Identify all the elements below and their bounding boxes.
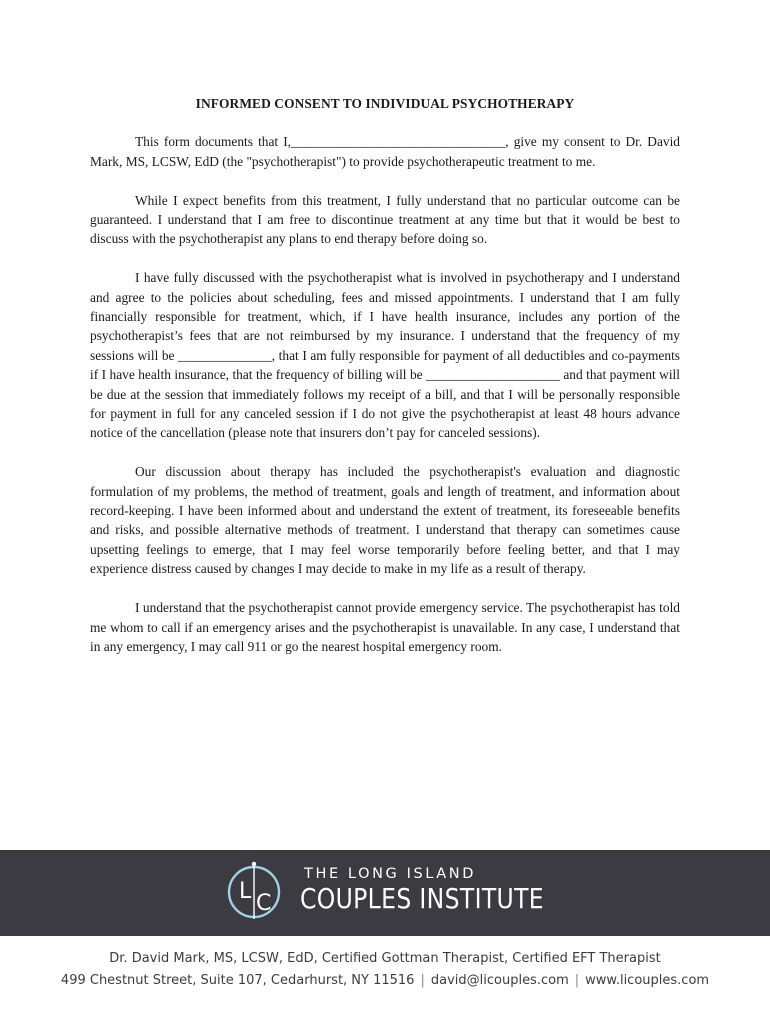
paragraph-discussion: Our discussion about therapy has included the psychotherapist's evaluation and diagnostic formulation of my problems, the method of treatment, goals and length of treatment, and information about record-keeping. I have been informed about and understand the extent of treatment, its foreseeable benefits and risks, and possible alternative methods of treatment. I understand that therapy can sometimes cause upsetting feelings to emerge, that I may feel worse temporarily before feeling better, and that I may experience distress caused by changes I may decide to make in my life as a result of therapy. xyxy=(90,464,680,577)
footer-separator: | xyxy=(574,973,580,988)
logo-initial-c: C xyxy=(256,891,272,916)
footer-separator: | xyxy=(420,973,425,988)
footer-address: 499 Chestnut Street, Suite 107, Cedarhurst, NY 11516 xyxy=(60,973,415,988)
consent-document xyxy=(90,94,680,676)
institute-logo-icon xyxy=(224,858,288,922)
logo-initial-l: L xyxy=(239,879,252,904)
paragraph-consent: This form documents that I,________________________________, give my consent to Dr. David Mark, MS, LCSW, EdD (the "psychotherapist") to provide psychotherapeutic treatment to me. xyxy=(90,134,680,169)
footer-email-link[interactable]: david@licouples.com xyxy=(430,973,569,988)
logo-text-top: THE LONG ISLAND xyxy=(304,866,477,882)
footer-website-link[interactable]: www.licouples.com xyxy=(585,973,710,988)
footer-contact xyxy=(0,973,770,988)
document-title: INFORMED CONSENT TO INDIVIDUAL PSYCHOTHERAPY xyxy=(195,96,575,111)
footer-credentials: Dr. David Mark, MS, LCSW, EdD, Certified Gottman Therapist, Certified EFT Therapist xyxy=(109,951,661,966)
paragraph-emergency: I understand that the psychotherapist cannot provide emergency service. The psychotherapist has told me whom to call if an emergency arises and the psychotherapist is unavailable. In any case, I understand that in any emergency, I may call 911 or go the nearest hospital emergency room. xyxy=(90,600,680,654)
logo-text-main: COUPLES INSTITUTE xyxy=(300,882,544,915)
paragraph-financial: I have fully discussed with the psychotherapist what is involved in psychotherapy and I understand and agree to the policies about scheduling, fees and missed appointments. I understand that I am fully financially responsible for treatment, which, if I have health insurance, includes any portion of the psychotherapist’s fees that are not reimbursed by my insurance. I understand that the frequency of my sessions will be ______________, that I am fully responsible for payment of all deductibles and co-payments if I have health insurance, that the frequency of billing will be ____________________ and that payment will be due at the session that immediately follows my receipt of a bill, and that I will be personally responsible for payment in full for any canceled session if I do not give the psychotherapist at least 48 hours advance notice of the cancellation (please note that insurers don’t pay for canceled sessions). xyxy=(90,270,680,441)
paragraph-benefits: While I expect benefits from this treatment, I fully understand that no particular outcome can be guaranteed. I understand that I am free to discontinue treatment at any time but that it would be best to discuss with the psychotherapist any plans to end therapy before doing so. xyxy=(90,192,680,247)
